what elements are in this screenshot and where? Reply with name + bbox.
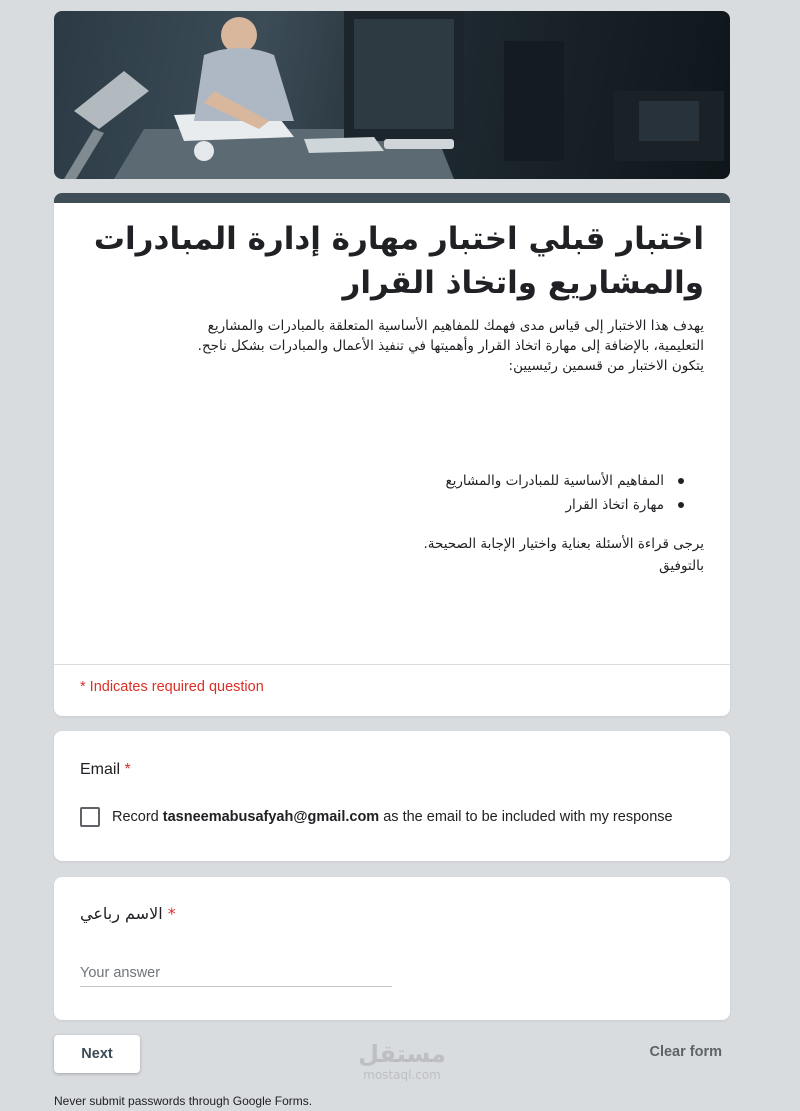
- record-email-text: [112, 809, 673, 825]
- section-list: [186, 469, 686, 517]
- description-line: يهدف هذا الاختبار إلى قياس مدى فهمك للمفاهيم الأساسية المتعلقة بالمبادرات والمشاريع: [207, 318, 704, 334]
- email-question-card: [54, 731, 730, 861]
- divider: [54, 664, 730, 665]
- footer-note: Never submit passwords through Google Forms.: [54, 1094, 313, 1108]
- closing-line: بالتوفيق: [659, 558, 704, 574]
- record-email-checkbox[interactable]: [80, 807, 100, 827]
- name-question-card: [54, 877, 730, 1020]
- accent-bar: [54, 193, 730, 203]
- closing-line: يرجى قراءة الأسئلة بعناية واختيار الإجابة الصحيحة.: [423, 536, 704, 552]
- required-asterisk: *: [167, 904, 176, 923]
- required-asterisk: *: [124, 761, 131, 778]
- description-line: يتكون الاختبار من قسمين رئيسيين:: [508, 358, 704, 374]
- clear-form-button[interactable]: Clear form: [649, 1044, 722, 1060]
- watermark-logo: [352, 1040, 452, 1082]
- description-line: التعليمية، بالإضافة إلى مهارة اتخاذ القرار وأهميتها في تنفيذ الأعمال والمبادرات بشكل ناجح.: [197, 338, 704, 354]
- question-title: الاسم رباعي: [80, 904, 163, 923]
- header-illustration: [54, 11, 730, 179]
- title-card: [54, 193, 730, 716]
- question-title: Email: [80, 761, 121, 778]
- email-label: [80, 761, 131, 779]
- name-label: [80, 904, 176, 923]
- closing-text: [64, 533, 704, 577]
- record-suffix: as the email to be included with my response: [383, 809, 673, 825]
- next-button[interactable]: Next: [54, 1035, 140, 1073]
- name-answer-input[interactable]: [80, 959, 392, 987]
- form-description: [64, 316, 704, 376]
- list-item: المفاهيم الأساسية للمبادرات والمشاريع: [186, 469, 686, 493]
- header-image: [54, 11, 730, 179]
- watermark-arabic: مستقل: [358, 1040, 446, 1068]
- form-title: اختبار قبلي اختبار مهارة إدارة المبادرات والمشاريع واتخاذ القرار: [93, 221, 704, 301]
- list-item: مهارة اتخاذ القرار: [186, 493, 686, 517]
- record-prefix: Record: [112, 809, 159, 825]
- required-note: * Indicates required question: [80, 679, 264, 695]
- watermark-latin: mostaql.com: [363, 1068, 441, 1082]
- record-email-option[interactable]: [80, 807, 673, 827]
- user-email: tasneemabusafyah@gmail.com: [162, 809, 380, 825]
